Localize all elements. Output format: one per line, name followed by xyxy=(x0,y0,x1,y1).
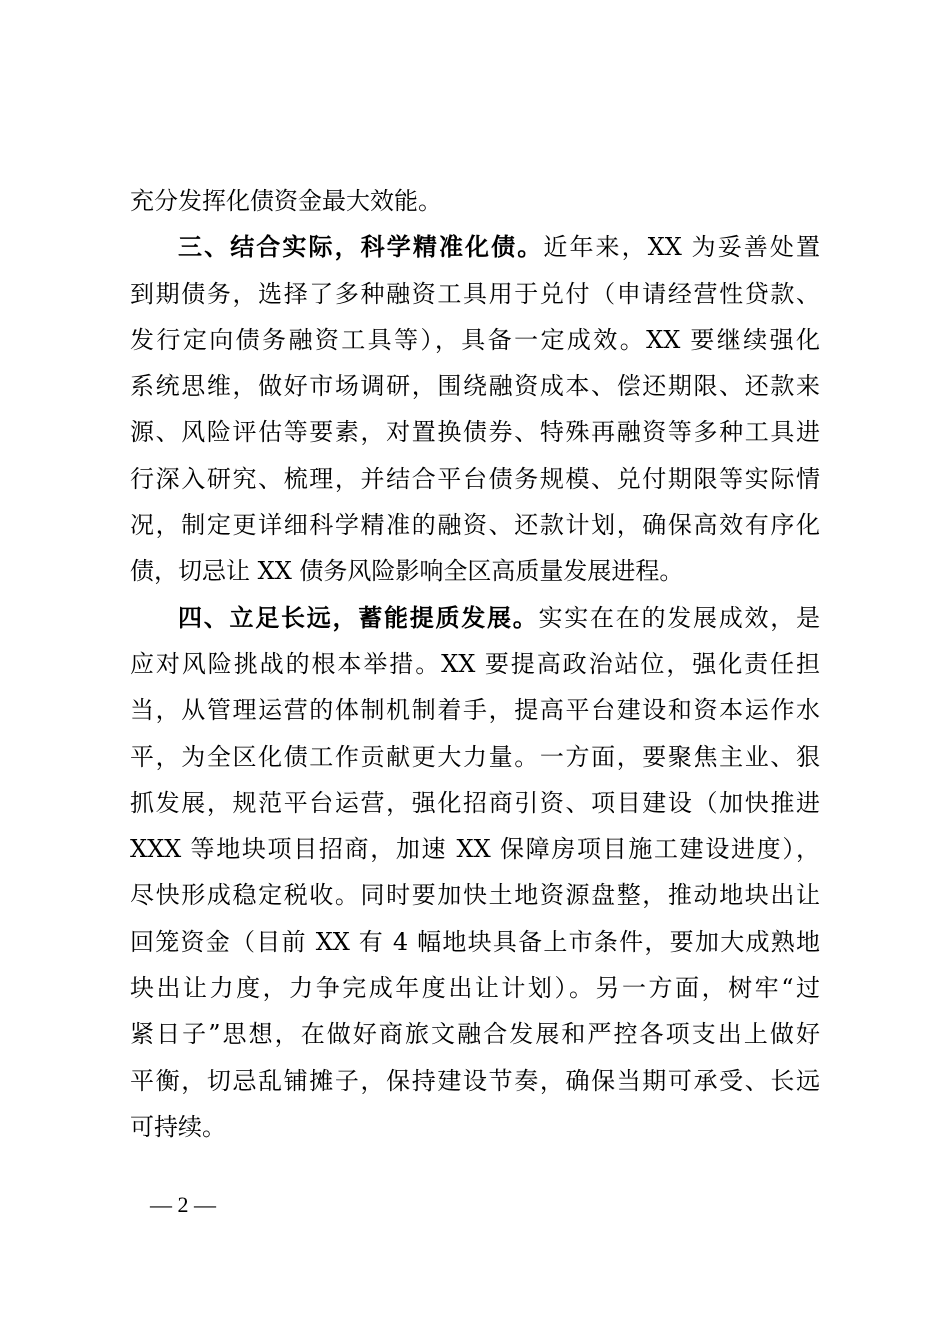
text-line: 回笼资金（目前 XX 有 4 幅地块具备上市条件，要加大成熟地 xyxy=(130,927,820,956)
page-number: — 2 — xyxy=(150,1192,216,1217)
text-line: 可持续。 xyxy=(130,1112,226,1141)
section-heading-line: 三、结合实际，科学精准化债。近年来，XX 为妥善处置 xyxy=(178,233,820,262)
text-line: 到期债务，选择了多种融资工具用于兑付（申请经营性贷款、 xyxy=(130,279,820,308)
text-line: 平衡，切忌乱铺摊子，保持建设节奏，确保当期可承受、长远 xyxy=(130,1066,820,1095)
text-line: 发行定向债务融资工具等），具备一定成效。XX 要继续强化 xyxy=(130,325,820,354)
text-line: 源、风险评估等要素，对置换债券、特殊再融资等多种工具进 xyxy=(130,418,820,447)
text-line: 尽快形成稳定税收。同时要加快土地资源盘整，推动地块出让 xyxy=(130,881,820,910)
section-heading-line: 四、立足长远，蓄能提质发展。实实在在的发展成效，是 xyxy=(178,603,820,632)
text-line: 行深入研究、梳理，并结合平台债务规模、兑付期限等实际情 xyxy=(130,464,820,493)
section-heading: 四、立足长远，蓄能提质发展。 xyxy=(178,603,539,632)
body-text xyxy=(130,178,820,1150)
text-line: 块出让力度，力争完成年度出让计划）。另一方面，树牢“过 xyxy=(130,974,820,1003)
text-line: 平，为全区化债工作贡献更大力量。一方面，要聚焦主业、狠 xyxy=(130,742,820,771)
text-line: 抓发展，规范平台运营，强化招商引资、项目建设（加快推进 xyxy=(130,788,820,817)
section-heading: 三、结合实际，科学精准化债。 xyxy=(178,233,544,262)
text-line: 应对风险挑战的根本举措。XX 要提高政治站位，强化责任担 xyxy=(130,649,820,678)
text-line: 况，制定更详细科学精准的融资、还款计划，确保高效有序化 xyxy=(130,511,820,540)
text-line: XXX 等地块项目招商，加速 XX 保障房项目施工建设进度）， xyxy=(130,835,820,864)
text-line: 债，切忌让 XX 债务风险影响全区高质量发展进程。 xyxy=(130,557,684,586)
text-line: 系统思维，做好市场调研，围绕融资成本、偿还期限、还款来 xyxy=(130,372,820,401)
text-line: 充分发挥化债资金最大效能。 xyxy=(130,187,442,215)
text-line: 当，从管理运营的体制机制着手，提高平台建设和资本运作水 xyxy=(130,696,820,725)
text-line: 紧日子”思想，在做好商旅文融合发展和严控各项支出上做好 xyxy=(130,1020,820,1049)
